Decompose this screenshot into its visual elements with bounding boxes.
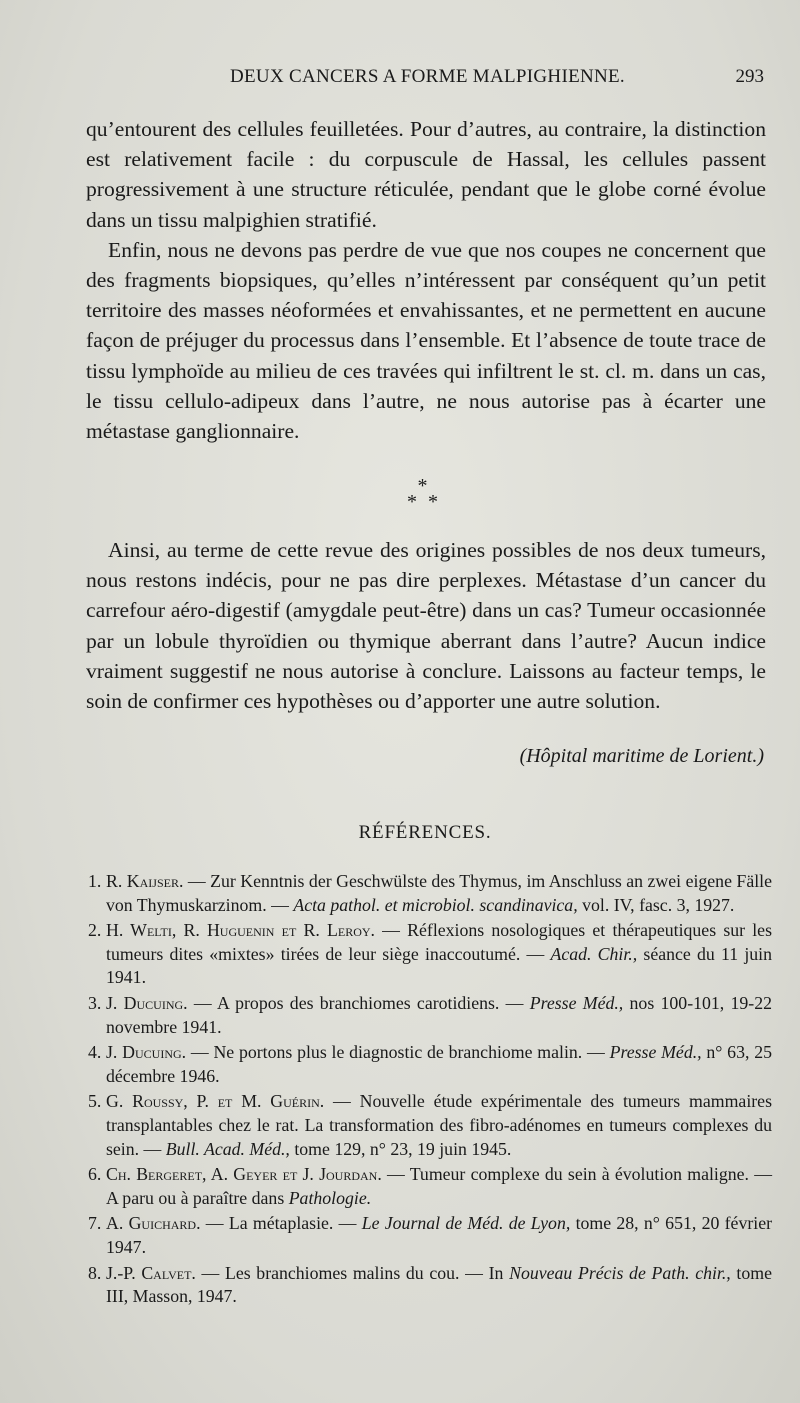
reference-details: séance du 11 juin 1941. bbox=[106, 943, 772, 988]
section-separator bbox=[0, 475, 800, 522]
paragraph: Enfin, nous ne devons pas perdre de vue que nos coupes ne concernent que des fragments biopsiques, qu’elles n’intéressent par conséquent qu’un petit territoire des masses néoformées et envahissantes, et ne permettent en aucune façon de préjuger du processus dans l’ensemble. Et l’absence de toute trace de tissu lymphoïde au milieu de ces travées qui infiltrent le st. cl. m. dans un cas, le tissu cellulo-adipeux dans l’autre, ne nous autorise pas à écarter une métastase ganglionnaire. bbox=[86, 237, 766, 444]
reference-source: Bull. Acad. Méd., bbox=[165, 1138, 290, 1159]
separator-bottom-stars: * * bbox=[407, 491, 438, 513]
reference-title: — Ne portons plus le diagnostic de branchiome malin. — bbox=[186, 1042, 610, 1063]
page-number: 293 bbox=[735, 66, 764, 87]
reference-number: 7. bbox=[88, 1213, 102, 1234]
reference-details: tome III, Masson, 1947. bbox=[106, 1262, 772, 1307]
reference-title: — A propos des branchiomes carotidiens. — bbox=[187, 992, 530, 1013]
reference-details: tome 28, n° 651, 20 février 1947. bbox=[106, 1213, 773, 1257]
reference-title: — Réflexions nosologiques et thérapeutiques sur les tumeurs dites «mixtes» tirées de leur siège inaccoutumé. — bbox=[106, 920, 772, 964]
reference-title: — Nouvelle étude expérimentale des tumeurs mammaires transplantables chez le rat. La transformation des fibro-adénomes en tumeurs complexes du sein. — bbox=[106, 1091, 772, 1159]
reference-authors: A. Guichard. bbox=[106, 1213, 201, 1234]
reference-number: 2. bbox=[88, 920, 102, 941]
reference-source: Le Journal de Méd. de Lyon, bbox=[361, 1213, 571, 1234]
reference-title: — Les branchiomes malins du cou. — In bbox=[195, 1262, 510, 1283]
reference-authors: Ch. Bergeret, A. Geyer et J. Jourdan. bbox=[106, 1164, 382, 1185]
reference-details: tome 129, n° 23, 19 juin 1945. bbox=[289, 1138, 512, 1159]
reference-authors: R. Kaijser. bbox=[106, 871, 184, 891]
reference-item bbox=[80, 1262, 772, 1309]
place-signature: (Hôpital maritime de Lorient.) bbox=[519, 745, 764, 767]
separator-top-star: * bbox=[417, 475, 428, 497]
paragraph: Ainsi, au terme de cette revue des origines possibles de nos deux tumeurs, nous restons indécis, pour ne pas dire perplexes. Métastase d’un cancer du carrefour aéro-digestif (amygdale peut-être) dans un cas? Tumeur occasionnée par un lobule thyroïdien ou thymique aberrant dans l’autre? Aucun indice vraiment suggestif ne nous autorise à conclure. Laissons au facteur temps, le soin de confirmer ces hypothèses ou d’apporter une autre solution. bbox=[86, 538, 766, 714]
body-text-after bbox=[86, 535, 766, 716]
reference-title: — Tumeur complexe du sein à évolution maligne. — A paru ou à paraître dans bbox=[106, 1164, 772, 1208]
reference-authors: H. Welti, R. Huguenin et R. Leroy. bbox=[106, 920, 375, 941]
references-heading: RÉFÉRENCES. bbox=[358, 822, 492, 843]
body-text-before bbox=[86, 114, 766, 446]
reference-source: Acta pathol. et microbiol. scandinavica, bbox=[293, 894, 578, 915]
reference-number: 3. bbox=[88, 992, 102, 1013]
reference-item bbox=[80, 1212, 772, 1259]
reference-source: Presse Méd., bbox=[609, 1042, 702, 1063]
reference-number: 5. bbox=[88, 1091, 102, 1112]
reference-title: — La métaplasie. — bbox=[200, 1213, 362, 1234]
reference-details: n° 63, 25 décembre 1946. bbox=[106, 1042, 772, 1086]
reference-number: 1. bbox=[88, 871, 102, 891]
reference-details: nos 100-101, 19-22 novembre 1941. bbox=[106, 992, 772, 1037]
reference-source: Pathologie. bbox=[288, 1187, 372, 1208]
reference-authors: J. Ducuing. bbox=[106, 992, 188, 1013]
reference-source: Acad. Chir., bbox=[550, 943, 638, 964]
paragraph: qu’entourent des cellules feuilletées. Pour d’autres, au contraire, la distinction est relativement facile : du corpuscule de Hassal, les cellules passent progressivement à une structure réticulée, pendant que le globe corné évolue dans un tissu malpighien stratifié. bbox=[86, 117, 766, 232]
reference-source: Presse Méd., bbox=[529, 992, 624, 1013]
reference-item bbox=[80, 992, 772, 1039]
reference-number: 6. bbox=[88, 1164, 102, 1185]
reference-title: — Zur Kenntnis der Geschwülste des Thymus, im Anschluss an zwei eigene Fälle von Thymuskarzinom. — bbox=[106, 871, 772, 915]
reference-item bbox=[80, 1041, 772, 1088]
reference-authors: J. Ducuing. bbox=[106, 1042, 187, 1063]
page-header bbox=[0, 66, 800, 96]
reference-source: Nouveau Précis de Path. chir., bbox=[509, 1262, 731, 1283]
reference-details: vol. IV, fasc. 3, 1927. bbox=[577, 894, 735, 915]
reference-number: 8. bbox=[88, 1262, 102, 1283]
running-title: DEUX CANCERS A FORME MALPIGHIENNE. bbox=[230, 66, 625, 87]
reference-item bbox=[80, 1163, 772, 1210]
reference-item bbox=[80, 919, 772, 990]
reference-authors: J.-P. Calvet. bbox=[106, 1262, 196, 1283]
reference-authors: G. Roussy, P. et M. Guérin. bbox=[106, 1091, 325, 1112]
reference-item bbox=[80, 1090, 772, 1161]
reference-item bbox=[80, 870, 772, 917]
references-list bbox=[80, 870, 772, 1311]
reference-number: 4. bbox=[88, 1042, 102, 1063]
